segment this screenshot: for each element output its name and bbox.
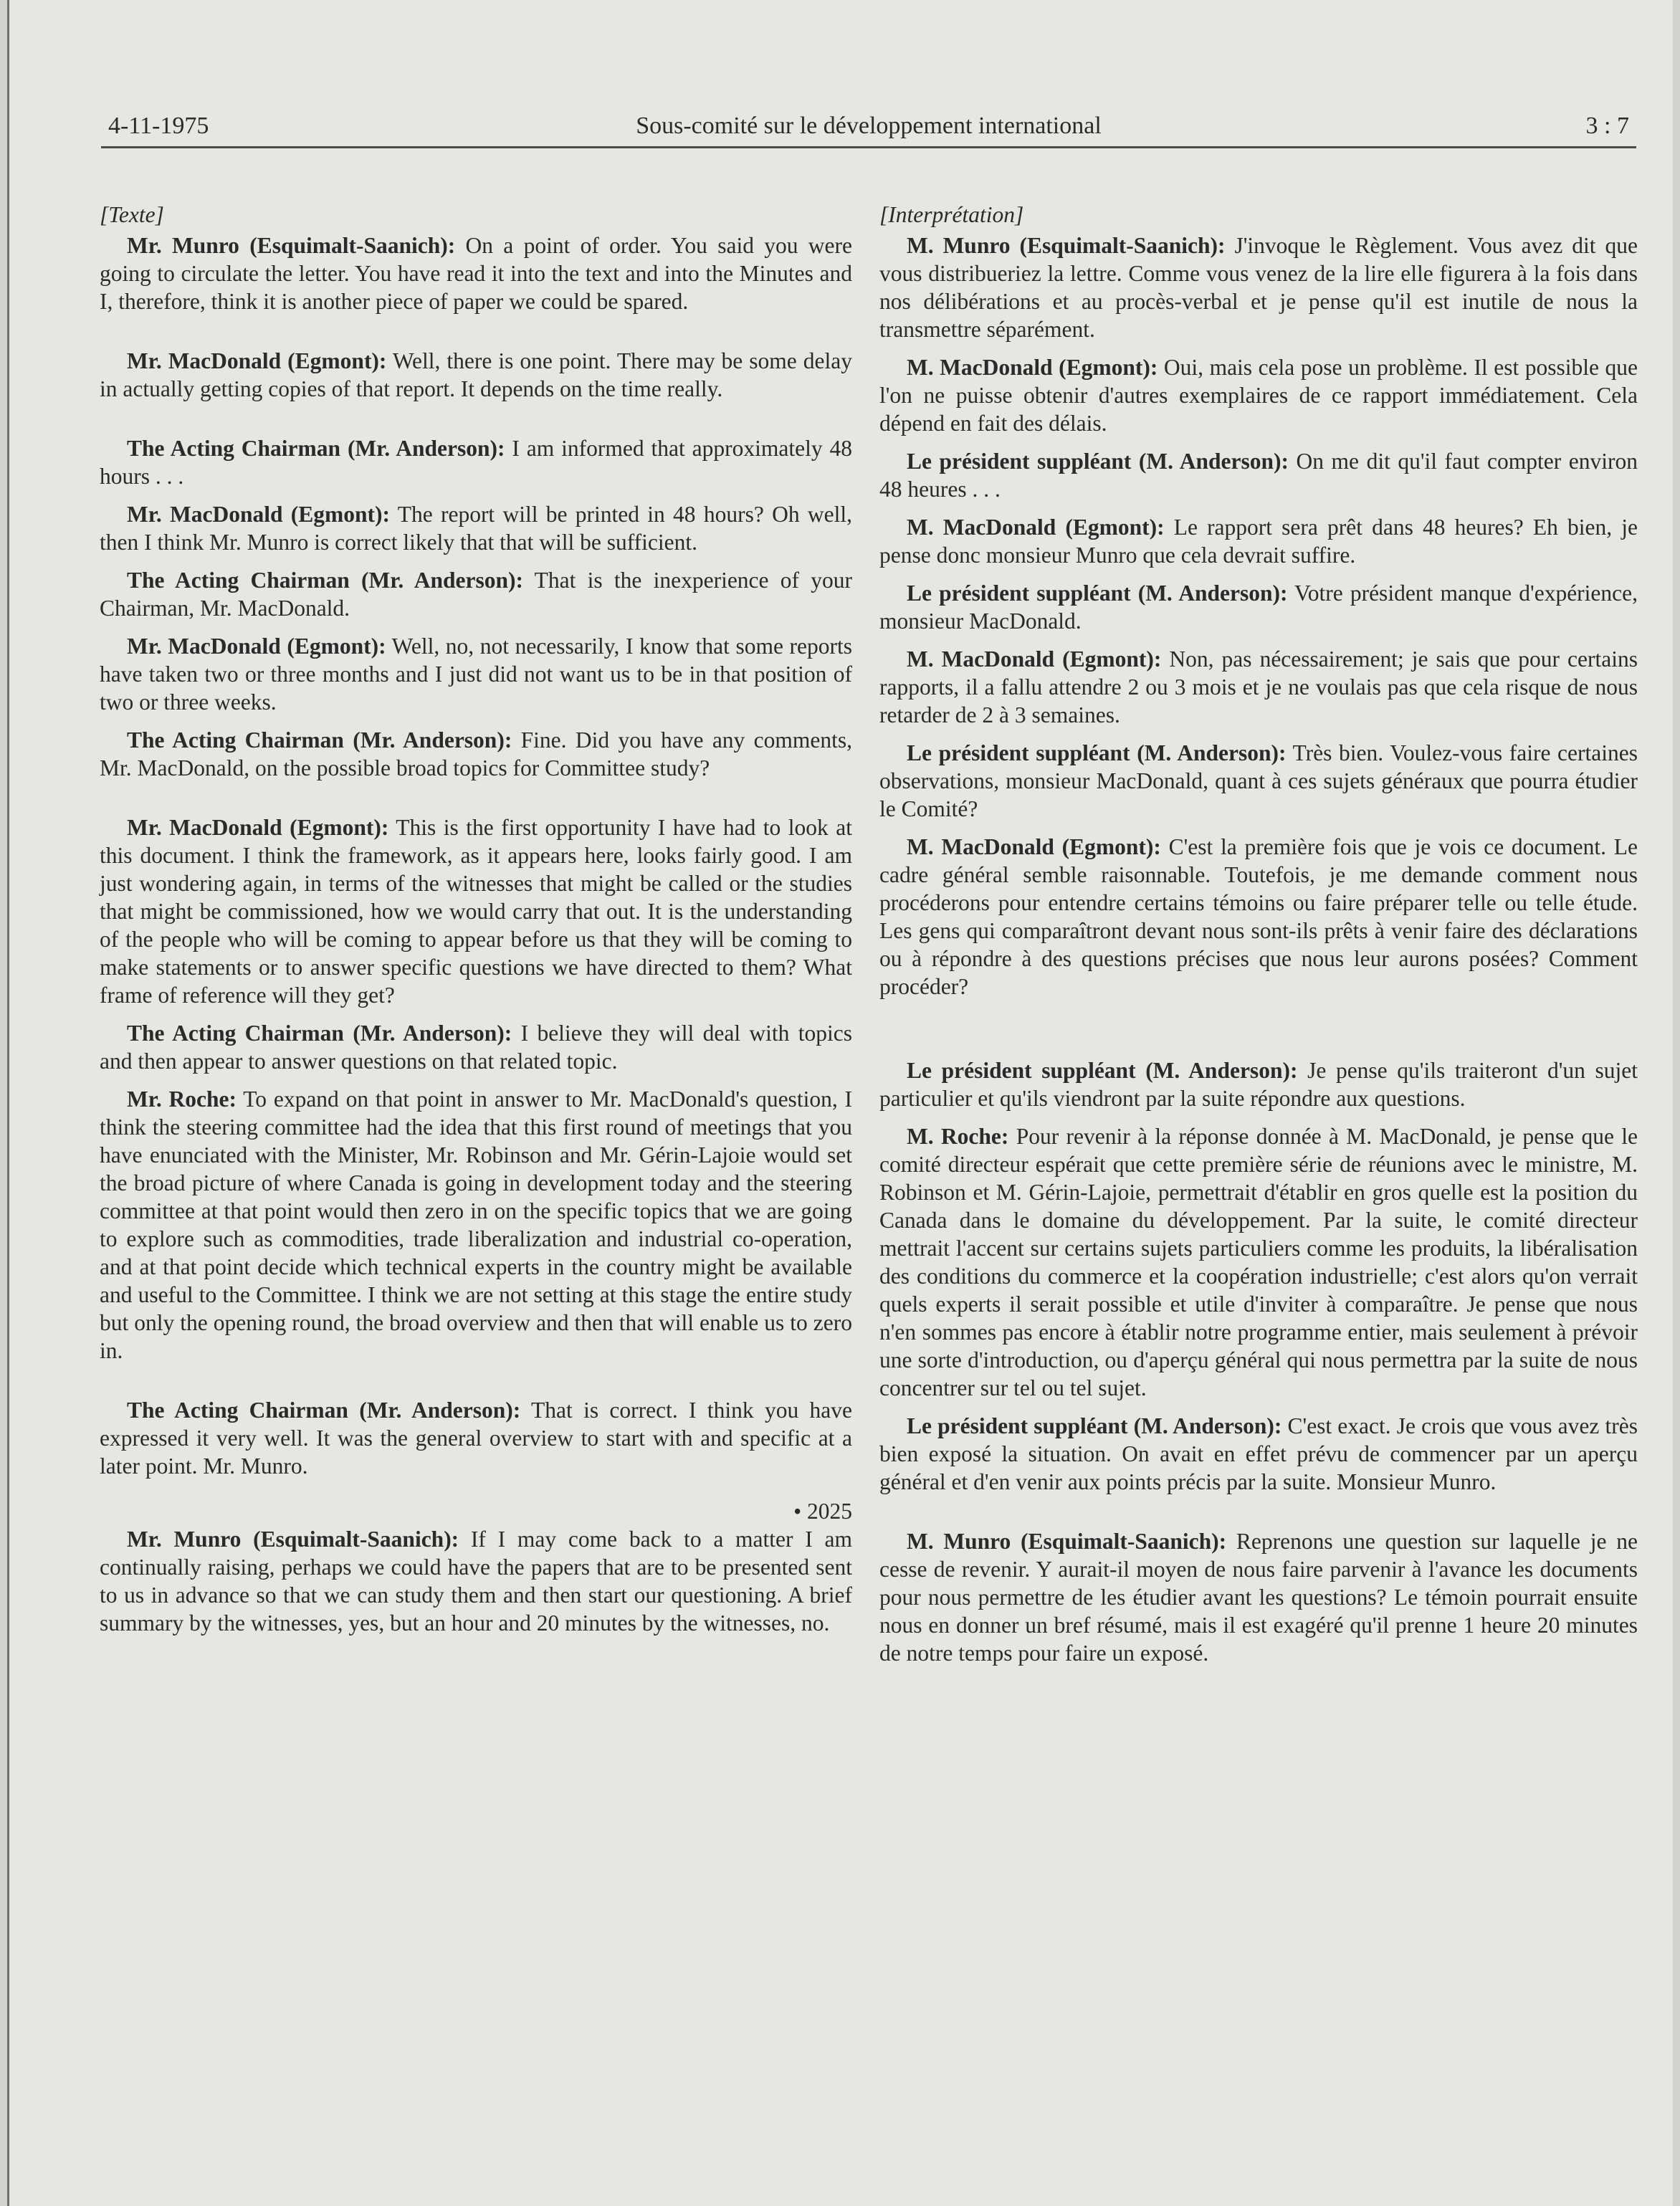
paragraph-text: Well, there is one point. There may be some delay in actually getting copies of that report. It depends on the time really. <box>100 348 852 401</box>
speaker-name: M. MacDonald (Egmont): <box>907 355 1158 380</box>
speaker-name: Mr. Munro (Esquimalt-Saanich): <box>127 1527 459 1552</box>
paragraph-text: To expand on that point in answer to Mr. MacDonald's question, I think the steering committee had the idea that this first round of meetings that you have enunciated with the Minister, Mr. Robinson and Mr. Gérin-Lajoie would set the broad picture of where Canada is going in development today and the steering committee at that point would then zero in on the specific topics that we are going to explore such as commodities, trade liberalization and industrial co-operation, and at that point decide which technical experts in the country might be available and useful to the Committee. I think we are not setting at this stage the entire study but only the opening round, the broad overview and then that will enable us to zero in. <box>100 1087 852 1363</box>
paragraph-text: The report will be printed in 48 hours? Oh well, then I think Mr. Munro is correct likely that that will be sufficient. <box>100 502 852 555</box>
paragraph-text: Le rapport sera prêt dans 48 heures? Eh bien, je pense donc monsieur Munro que cela devrait suffire. <box>879 515 1638 568</box>
speaker-name: Le président suppléant (M. Anderson): <box>907 740 1287 765</box>
paragraph-text: I am informed that approximately 48 hours . . . <box>100 436 852 489</box>
paragraph <box>100 632 852 716</box>
paragraph-text: J'invoque le Règlement. Vous avez dit que vous distribueriez la lettre. Comme vous venez de la lire elle figurera à la fois dans nos délibérations et au procès-verbal et je pense qu'il est inutile de nous la transmettre séparément. <box>879 233 1638 342</box>
speaker-name: Le président suppléant (M. Anderson): <box>907 449 1289 474</box>
speaker-name: The Acting Chairman (Mr. Anderson): <box>127 436 505 461</box>
speaker-name: M. MacDonald (Egmont): <box>907 834 1161 859</box>
document-page <box>7 0 1673 2206</box>
paragraph-text: Well, no, not necessarily, I know that some reports have taken two or three months and I just did not want us to be in that position of two or three weeks. <box>100 634 852 715</box>
section-label-interpretation: [Interprétation] <box>879 202 1024 227</box>
paragraph-text: Oui, mais cela pose un problème. Il est possible que l'on ne puisse obtenir d'autres exemplaires de ce rapport immédiatement. Cela dépend en fait des délais. <box>879 355 1638 436</box>
paragraph <box>879 1412 1638 1496</box>
paragraph-text: Votre président manque d'expérience, monsieur MacDonald. <box>879 581 1638 634</box>
speaker-name: The Acting Chairman (Mr. Anderson): <box>127 1398 521 1423</box>
speaker-name: M. Munro (Esquimalt-Saanich): <box>907 1529 1227 1554</box>
paragraph <box>100 347 852 403</box>
paragraph <box>100 434 852 490</box>
speaker-name: M. MacDonald (Egmont): <box>907 515 1165 540</box>
paragraph <box>879 447 1638 503</box>
paragraph <box>100 1085 852 1365</box>
paragraph-text: If I may come back to a matter I am continually raising, perhaps we could have the papers that are to be presented sent to us in advance so that we can study them and then start our questioning. A brief summary by the witnesses, yes, but an hour and 20 minutes by the witnesses, no. <box>100 1527 852 1636</box>
paragraph <box>100 1019 852 1075</box>
speaker-name: Mr. MacDonald (Egmont): <box>127 815 389 840</box>
paragraph <box>100 566 852 622</box>
paragraph <box>100 813 852 1009</box>
speaker-name: M. Roche: <box>907 1124 1009 1149</box>
speaker-name: Mr. Munro (Esquimalt-Saanich): <box>127 233 456 258</box>
english-column <box>100 201 852 1647</box>
header-page-number: 3 : 7 <box>1585 113 1629 139</box>
paragraph <box>879 1056 1638 1112</box>
speaker-name: Mr. MacDonald (Egmont): <box>127 348 387 373</box>
speaker-name: M. MacDonald (Egmont): <box>907 646 1162 672</box>
paragraph-text: C'est la première fois que je vois ce document. Le cadre général semble raisonnable. Toutefois, je me demande comment nous procéderons pour entendre certains témoins ou faire préparer telle ou telle étude. Les gens qui comparaîtront devant nous sont-ils prêts à venir faire des déclarations ou à répondre à des questions précises que nous leur aurons posées? Comment procéder? <box>879 834 1638 999</box>
paragraph-text: Non, pas nécessairement; je sais que pour certains rapports, il a fallu attendre 2 ou 3 mois et je ne voulais pas que cela risque de nous retarder de 2 à 3 semaines. <box>879 646 1638 727</box>
paragraph-text: Reprenons une question sur laquelle je ne cesse de revenir. Y aurait-il moyen de nous faire parvenir à l'avance les documents pour nous permettre de les étudier avant les questions? Le témoin pourrait ensuite nous en donner un bref résumé, mais il est exagéré qu'il prenne 1 heure 20 minutes de notre temps pour faire un exposé. <box>879 1529 1638 1666</box>
paragraph-text: Je pense qu'ils traiteront d'un sujet particulier et qu'ils viendront par la suite répondre aux questions. <box>879 1058 1638 1111</box>
paragraph <box>879 513 1638 569</box>
paragraph-text: Pour revenir à la réponse donnée à M. MacDonald, je pense que le comité directeur espérait que cette première série de réunions avec le ministre, M. Robinson et M. Gérin-Lajoie, permettrait d'établir en gros quelle est la position du Canada dans le domaine du développement. Par la suite, le comité directeur mettrait l'accent sur certains sujets particuliers comme les produits, la libéralisation des conditions du commerce et la coopération industrielle; c'est alors qu'on verrait quels experts il serait possible et utile d'inviter à comparaître. Je pense que nous n'en sommes pas encore à établir notre programme entier, mais seulement à prévoir une sorte d'introduction, ou d'aperçu général qui nous permettra par la suite de nous concentrer sur tel ou tel sujet. <box>879 1124 1638 1400</box>
speaker-name: Le président suppléant (M. Anderson): <box>907 581 1288 606</box>
speaker-name: Le président suppléant (M. Anderson): <box>907 1413 1282 1438</box>
header-title: Sous-comité sur le développement international <box>636 113 1102 139</box>
paragraph <box>879 739 1638 823</box>
section-label-texte: [Texte] <box>100 202 164 227</box>
speaker-name: Mr. MacDonald (Egmont): <box>127 502 390 527</box>
header-date: 4-11-1975 <box>108 113 209 139</box>
speaker-name: Mr. Roche: <box>127 1087 237 1112</box>
paragraph <box>879 1122 1638 1402</box>
speaker-name: The Acting Chairman (Mr. Anderson): <box>127 568 523 593</box>
paragraph <box>100 726 852 782</box>
paragraph-text: That is the inexperience of your Chairman, Mr. MacDonald. <box>100 568 852 621</box>
paragraph <box>879 833 1638 1001</box>
page-header <box>101 112 1636 148</box>
paragraph <box>879 353 1638 437</box>
time-marker: • 2025 <box>793 1499 852 1524</box>
paragraph-text: On a point of order. You said you were going to circulate the letter. You have read it into the text and into the Minutes and I, therefore, think it is another piece of paper we could be spared. <box>100 233 852 314</box>
paragraph-text: That is correct. I think you have expressed it very well. It was the general overview to start with and specific at a later point. Mr. Munro. <box>100 1398 852 1479</box>
speaker-name: M. Munro (Esquimalt-Saanich): <box>907 233 1226 258</box>
paragraph <box>879 645 1638 729</box>
paragraph-text: Très bien. Voulez-vous faire certaines observations, monsieur MacDonald, quant à ces sujets généraux que pourra étudier le Comité? <box>879 740 1638 821</box>
paragraph-text: This is the first opportunity I have had to look at this document. I think the framework, as it appears here, looks fairly good. I am just wondering again, in terms of the witnesses that might be called or the studies that might be commissioned, how we would carry that out. It is the understanding of the people who will be coming to appear before us that they will be coming to make statements or to answer specific questions we have directed to them? What frame of reference will they get? <box>100 815 852 1008</box>
french-column <box>879 201 1638 1677</box>
speaker-name: Mr. MacDonald (Egmont): <box>127 634 386 659</box>
paragraph-text: Fine. Did you have any comments, Mr. MacDonald, on the possible broad topics for Committee study? <box>100 727 852 780</box>
speaker-name: The Acting Chairman (Mr. Anderson): <box>127 727 512 753</box>
paragraph-text: I believe they will deal with topics and then appear to answer questions on that related topic. <box>100 1021 852 1074</box>
paragraph <box>100 231 852 315</box>
paragraph-text: On me dit qu'il faut compter environ 48 heures . . . <box>879 449 1638 502</box>
paragraph-text: C'est exact. Je crois que vous avez très bien exposé la situation. On avait en effet prévu de commencer par un aperçu général et d'en venir aux points précis par la suite. Monsieur Munro. <box>879 1413 1638 1494</box>
paragraph <box>100 1396 852 1480</box>
paragraph <box>879 579 1638 635</box>
speaker-name: Le président suppléant (M. Anderson): <box>907 1058 1298 1083</box>
paragraph <box>879 231 1638 343</box>
speaker-name: The Acting Chairman (Mr. Anderson): <box>127 1021 512 1046</box>
paragraph <box>879 1527 1638 1667</box>
paragraph <box>100 500 852 556</box>
paragraph <box>100 1525 852 1637</box>
